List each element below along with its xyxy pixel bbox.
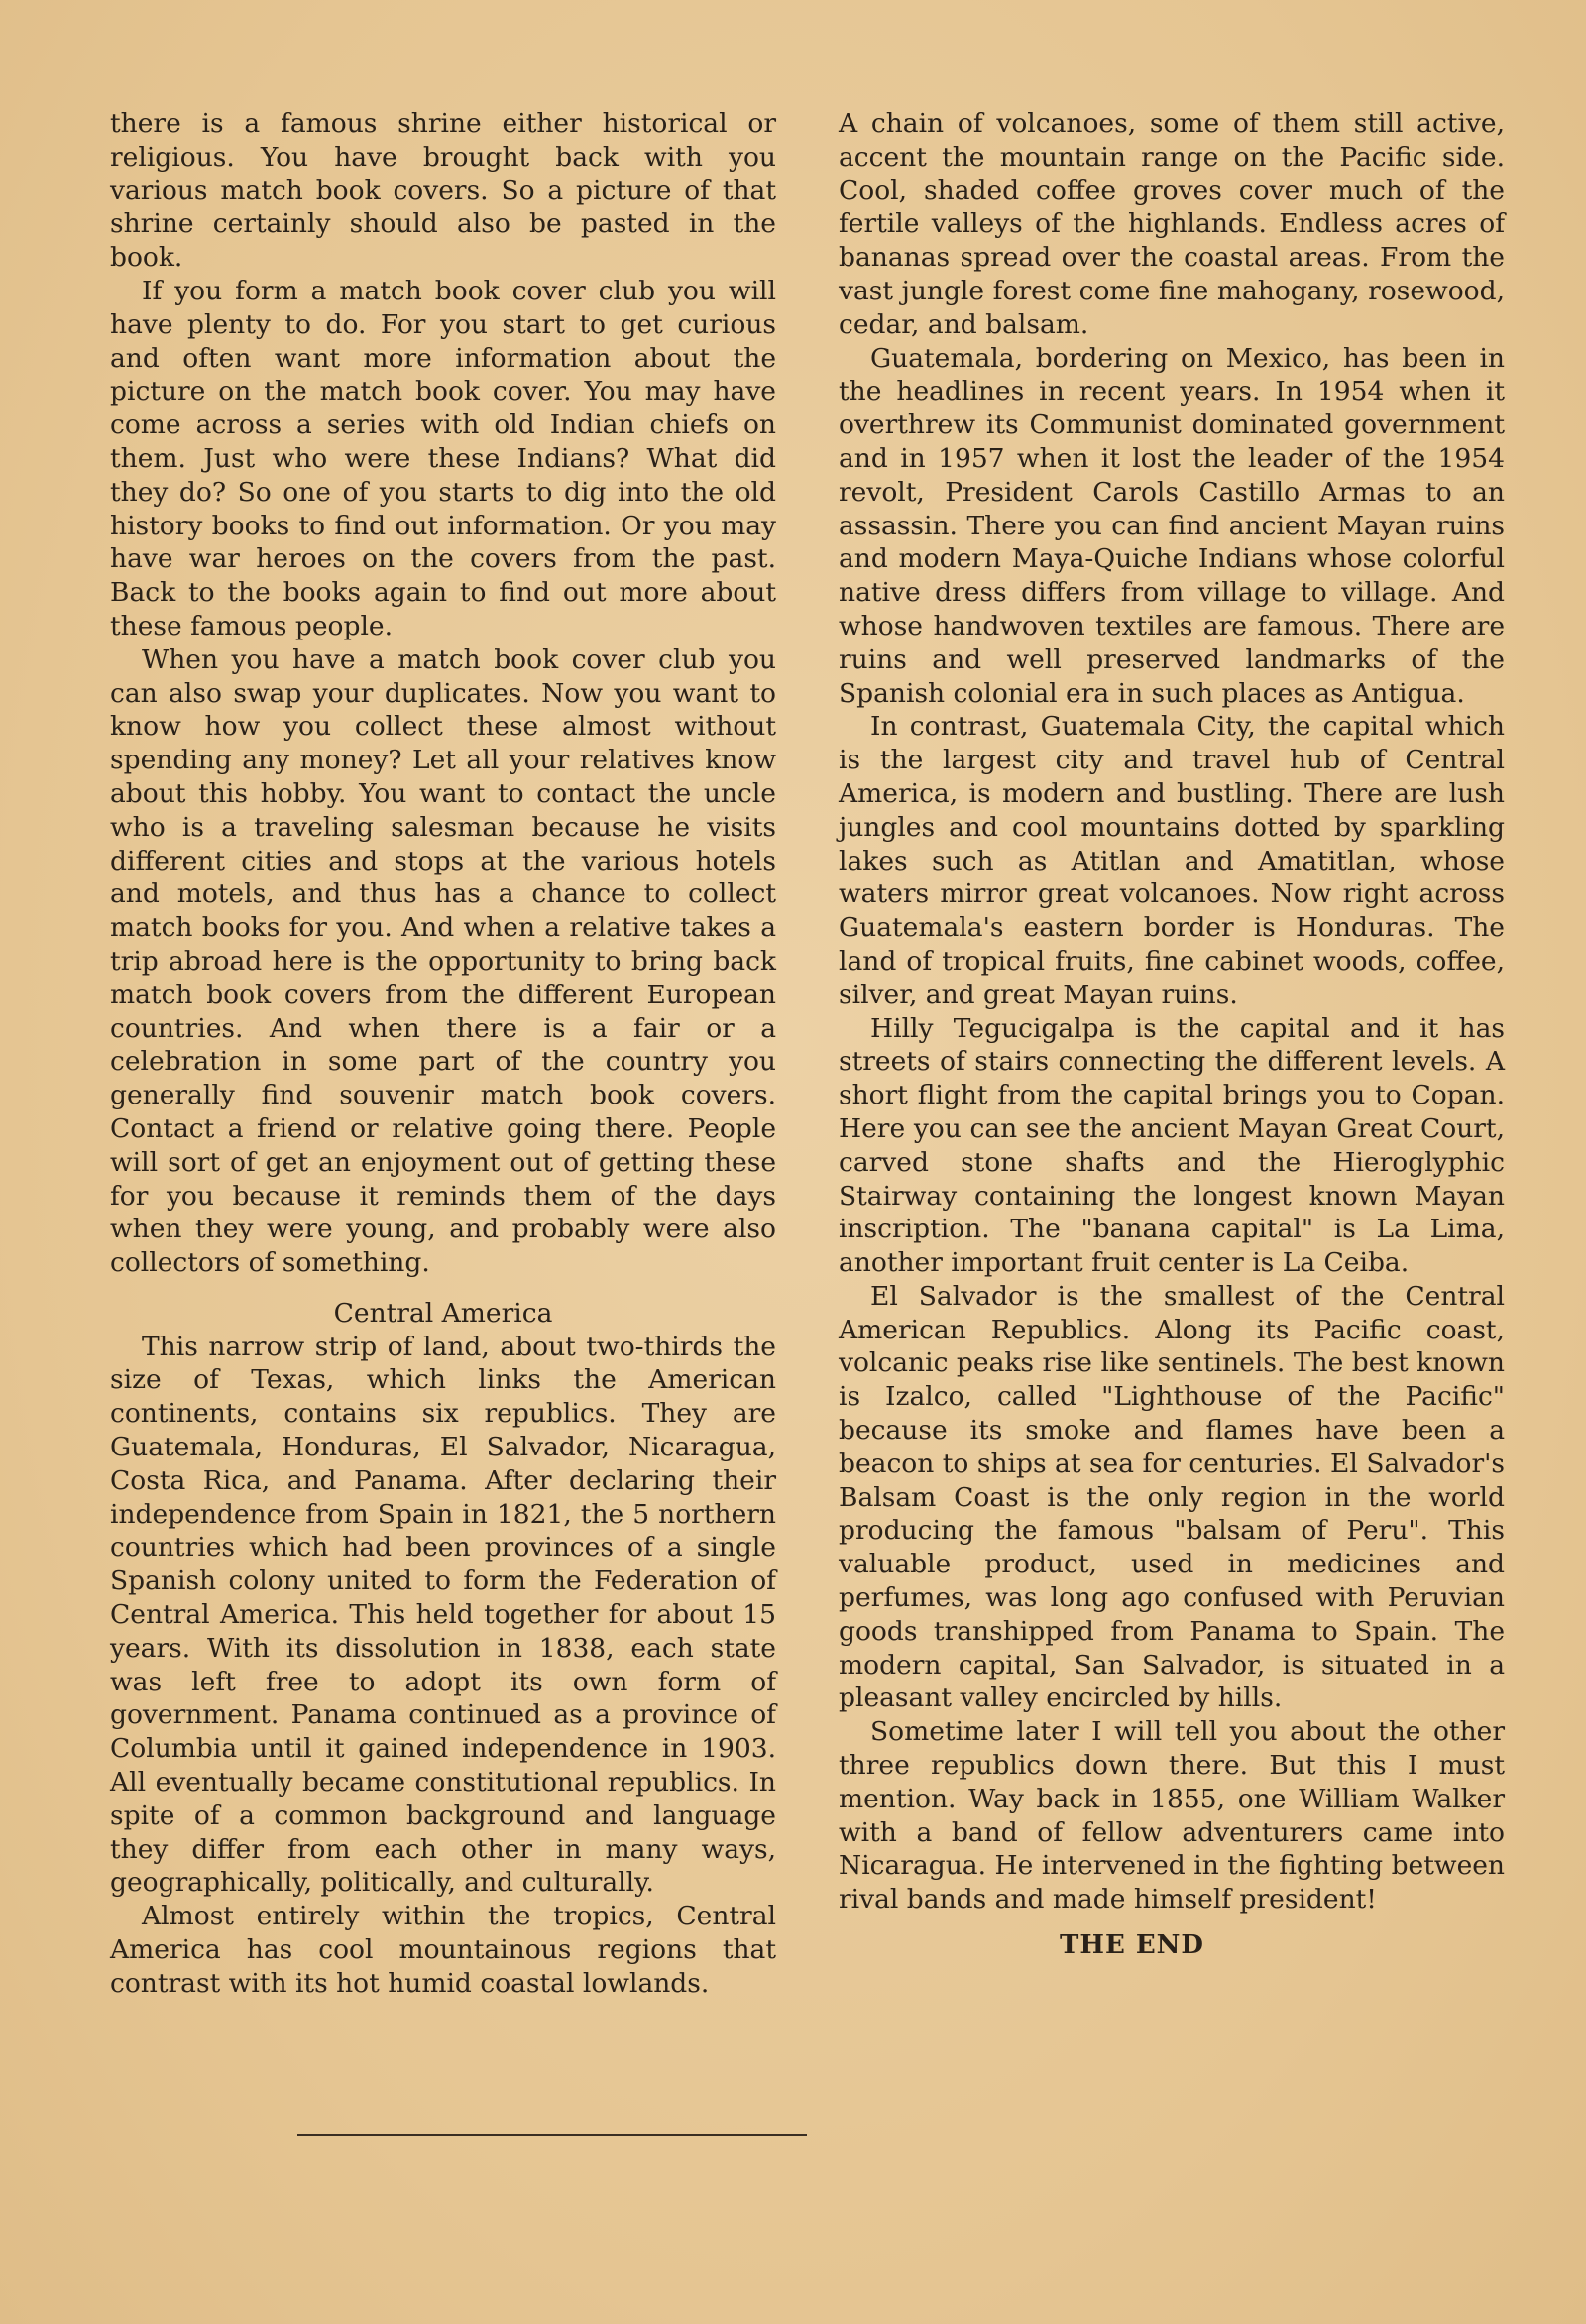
right-column <box>839 107 1505 1962</box>
paragraph: Almost entirely within the tropics, Central America has cool mountainous regions that contrast with its hot humid coastal lowlands. <box>110 1901 776 1999</box>
section-heading: Central America <box>333 1297 553 1329</box>
paragraph: In contrast, Guatemala City, the capital which is the largest city and travel hub of Central America, is modern and bustling. There are lush jungles and cool mountains dotted by sparkling lakes such as Atitlan and Amatitlan, whose waters mirror great volcanoes. Now right across Guatemala's eastern border is Honduras. The land of tropical fruits, fine cabinet woods, coffee, silver, and great Mayan ruins. <box>839 711 1505 1010</box>
paragraph: El Salvador is the smallest of the Central American Republics. Along its Pacific coast, volcanic peaks rise like sentinels. The best known is Izalco, called "Lighthouse of the Pacific" because its smoke and flames have been a beacon to ships at sea for centuries. El Salvador's Balsam Coast is the only region in the world producing the famous "balsam of Peru". This valuable product, used in medicines and perfumes, was long ago confused with Peruvian goods transhipped from Panama to Spain. The modern capital, San Salvador, is situated in a pleasant valley encircled by hills. <box>839 1280 1505 1714</box>
paragraph: Sometime later I will tell you about the other three republics down there. But this I must mention. Way back in 1855, one William Walker with a band of fellow adventurers came into Nicaragua. He intervened in the fighting between rival bands and made himself president! <box>839 1716 1505 1916</box>
paragraph: Guatemala, bordering on Mexico, has been in the headlines in recent years. In 1954 when it overthrew its Communist dominated government and in 1957 when it lost the leader of the 1954 revolt, President Carols Castillo Armas to an assassin. There you can find ancient Mayan ruins and modern Maya-Quiche Indians whose colorful native dress differs from village to village. And whose handwoven textiles are famous. There are ruins and well preserved landmarks of the Spanish colonial era in such places as Antigua. <box>839 342 1505 709</box>
paragraph: If you form a match book cover club you will have plenty to do. For you start to get curious and often want more information about the picture on the match book cover. You may have come across a series with old Indian chiefs on them. Just who were these Indians? What did they do? So one of you starts to dig into the old history books to find out information. Or you may have war heroes on the covers from the past. Back to the books again to find out more about these famous people. <box>110 275 776 641</box>
paragraph: When you have a match book cover club you can also swap your duplicates. Now you want to know how you collect these almost without spending any money? Let all your relatives know about this hobby. You want to contact the uncle who is a traveling salesman because he visits different cities and stops at the various hotels and motels, and thus has a chance to collect match books for you. And when a relative takes a trip abroad here is the opportunity to bring back match book covers from the different European countries. And when there is a fair or a celebration in some part of the country you generally find souvenir match book covers. Contact a friend or relative going there. People will sort of get an enjoyment out of getting these for you because it reminds them of the days when they were young, and probably were also collectors of something. <box>110 643 776 1279</box>
paragraph: there is a famous shrine either historical or religious. You have brought back with you various match book covers. So a picture of that shrine certainly should also be pasted in the book. <box>110 108 776 274</box>
the-end-closing: THE END <box>1060 1930 1204 1961</box>
paragraph: This narrow strip of land, about two-thirds the size of Texas, which links the American continents, contains six republics. They are Guatemala, Honduras, El Salvador, Nicaragua, Costa Rica, and Panama. After declaring their independence from Spain in 1821, the 5 northern countries which had been provinces of a single Spanish colony united to form the Federation of Central America. This held together for about 15 years. With its dissolution in 1838, each state was left free to adopt its own form of government. Panama continued as a province of Columbia until it gained independence in 1903. All eventually became constitutional republics. In spite of a common background and language they differ from each other in many ways, geographically, politically, and culturally. <box>110 1331 776 1899</box>
paragraph: A chain of volcanoes, some of them still active, accent the mountain range on the Pacific side. Cool, shaded coffee groves cover much of the fertile valleys of the highlands. Endless acres of bananas spread over the coastal areas. From the vast jungle forest come fine mahogany, rosewood, cedar, and balsam. <box>839 108 1505 340</box>
divider-rule <box>297 2134 807 2136</box>
left-column <box>110 107 776 2001</box>
paragraph: Hilly Tegucigalpa is the capital and it has streets of stairs connecting the different levels. A short flight from the capital brings you to Copan. Here you can see the ancient Mayan Great Court, carved stone shafts and the Hieroglyphic Stairway containing the longest known Mayan inscription. The "banana capital" is La Lima, another important fruit center is La Ceiba. <box>839 1012 1505 1279</box>
